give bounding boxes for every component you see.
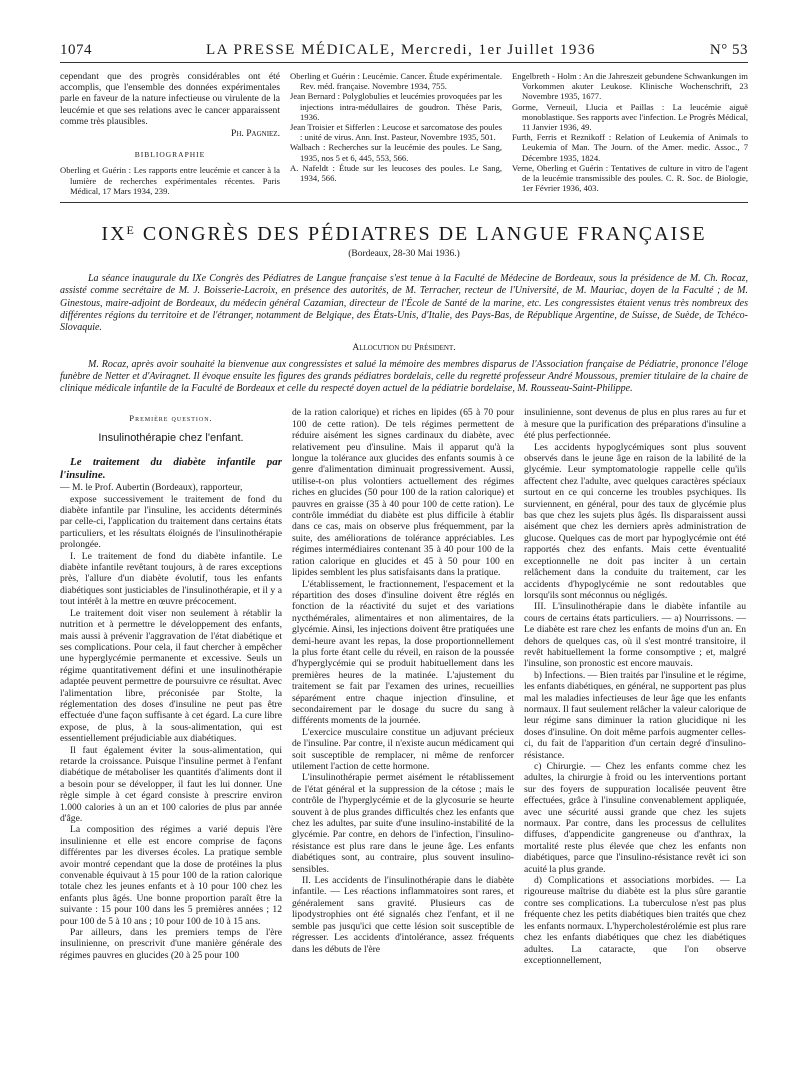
bibliography-heading: BIBLIOGRAPHIE [134,150,206,160]
reference: A. Nafeldt : Étude sur les leucoses des poules. Le Sang, 1934, 566. [290,162,502,184]
column-3 [524,407,746,966]
paragraph: Par ailleurs, dans les premiers temps de l'ère insulinienne, on prescrivit d'une manière générale des régimes pauvres en glucides (20 à 25 pour 100 [60,927,282,961]
report-title: Le traitement du diabète infantile par l'insuline. [60,456,282,482]
reference: Oberling et Guérin : Leucémie. Cancer. Étude expérimentale. Rev. méd. française. Novembre 1934, 755. [290,71,502,92]
paragraph: L'établissement, le fractionnement, l'espacement et la répartition des doses d'insuline doivent être réglés en fonction de la réactivité du sujet et des variations nycthémérales, alimentaires et non alimentaires, de la glycémie. Ainsi, les injections doivent être pratiquées une demi-heure avant les repas, la dose proportionnellement la plus forte étant celle du réveil, en raison de la poussée d'hyperglycémie qui se produit habituellement dans les premières heures de la matinée. L'ajustement du traitement se fait par l'examen des urines, recueillies séparément entre chaque injection d'insuline, et secondairement par le dosage du sucre du sang à différents moments de la journée. [292,578,514,727]
paragraph: expose successivement le traitement de fond du diabète infantile par l'insuline, les accidents déterminés par celle-ci, l'application du traitement dans certains états particuliers, et les résultats éloignés de l'insulinothérapie prolongée. [60,493,282,551]
paragraph: Le traitement doit viser non seulement à rétablir la nutrition et à permettre le développement des enfants, mais aussi à prévenir l'aggravation de l'état diabétique et ses complications. Pour cela, il faut chercher à empêcher une hyperglycémie permanente et excessive. Seuls un régime quantitativement défini et une insulinothérapie adaptée peuvent permettre de poursuivre ce résultat. Avec l'alimentation libre, préconisée par Stolte, la réglementation des doses d'insuline ne peut pas être effectuée d'une façon suffisante à cet égard. La cure libre expose, de plus, à la sous-alimentation, qui est essentiellement préjudiciable aux diabétiques. [60,607,282,745]
paragraph: La composition des régimes a varié depuis l'ère insulinienne et elle est encore comprise de façons différentes par les diverses écoles. La pratique semble avoir montré cependant que la dose de protéines la plus convenable équivaut à 15 pour 100 de la ration calorique totale chez les jeunes enfants et à 10 pour 100 chez les enfants plus âgés. Une bonne proportion paraît être la suivante : 15 pour 100 dans les 5 premières années ; 12 pour 100 de 5 à 10 ans ; 10 pour 100 de 10 à 15 ans. [60,824,282,927]
paragraph: insulinienne, sont devenus de plus en plus rares au fur et à mesure que la purification des préparations d'insuline a été plus perfectionnée. [524,407,746,442]
author-signature: Ph. Pagniez. [231,128,280,140]
allocution-heading: Allocution du Président. [352,342,456,353]
paragraph: L'exercice musculaire constitue un adjuvant précieux de l'insuline. Par contre, il n'existe aucun médicament qui soit susceptible de remplacer, ni même de renforcer utilement l'action de cette hormone. [292,726,514,772]
top-left-column [60,71,280,196]
column-1 [60,407,282,966]
page [60,42,748,966]
allocution-text: M. Rocaz, après avoir souhaité la bienvenue aux congressistes et salué la mémoire des membres disparus de l'Association française de Pédiatrie, prononce l'éloge funèbre de Netter et d'Aviragnet. Il évoque ensuite les figures des grands pédiatres bordelais, celle du regretté professeur André Moussous, premier titulaire de la chaire de clinique médicale infantile de la Faculté de Bordeaux et celle du respecté doyen actuel de la pédiatrie bordelaise, M. Rousseau-Saint-Philippe. [60,358,748,395]
congress-intro: La séance inaugurale du IXe Congrès des Pédiatres de Langue française s'est tenue à la Faculté de Médecine de Bordeaux, sous la présidence de M. Ch. Rocaz, assisté comme secrétaire de M. J. Boisserie-Lacroix, en présence des autorités, de M. Terracher, recteur de l'Université, de M. Mauriac, doyen de la Faculté ; de M. Ginestous, maire-adjoint de Bordeaux, du médecin général Cazamian, directeur de l'École de Santé de la marine, etc. Les congressistes étaient venus très nombreux des différentes régions du territoire et de l'étranger, notamment de Belgique, des États-Unis, d'Italie, des Pays-Bas, de République Argentine, de Suisse, de Suède, de Tchéco-Slovaquie. [60,273,748,334]
journal-title: LA PRESSE MÉDICALE, Mercredi, 1er Juillet 1936 [206,42,596,58]
column-2 [292,407,514,966]
reference: Jean Troisier et Sifferlen : Leucose et sarcomatose des poules : unité de virus. Ann. Inst. Pasteur, Novembre 1935, 501. [290,122,502,143]
paragraph: d) Complications et associations morbides. — La rigoureuse maîtrise du diabète est la plus sûre garantie contre ses complications. La tuberculose n'est pas plus fréquente chez les petits diabétiques bien traités que chez les enfants normaux. L'hypercholestérolémie est plus rare chez les enfants diabétiques que chez les diabétiques adultes. La cataracte, que l'on observe exceptionnellement, [524,875,746,966]
question-label: Première question. [129,413,213,424]
question-title: Insulinothérapie chez l'enfant. [98,431,244,444]
reference: Jean Bernard : Polyglobulies et leucémies provoquées par les injections intra-médullaires de goudron. Thèse Paris, 1936. [290,91,502,122]
paragraph: b) Infections. — Bien traités par l'insuline et le régime, les enfants diabétiques, en général, ne supportent pas plus mal les maladies infectieuses de leur âge que les enfants normaux. Il faut seulement relâcher la valeur calorique de leur régime sans diminuer la ration glucidique ni les doses d'insuline. On doit même parfois augmenter celles-ci, du fait de l'apparition d'un certain degré d'insulino-résistance. [524,669,746,761]
reference: Walbach : Recherches sur la leucémie des poules. Le Sang, 1935, nos 5 et 6, 445, 553, 566. [290,142,502,163]
reference: Furth, Ferris et Reznikoff : Relation of Leukemia of Animals to Leukemia of Man. The Journ. of the Amer. medic. Assoc., 7 Décembre 1935, 1824. [512,132,748,163]
reference: Oberling et Guérin : Les rapports entre leucémie et cancer à la lumière de recherches expérimentales récentes. Paris Médical, 17 Mars 1934, 239. [60,165,280,196]
paragraph: I. Le traitement de fond du diabète infantile. Le diabète infantile revêtant toujours, à de rares exceptions près, l'allure d'un diabète évolutif, tous les enfants diabétiques sont justiciables de l'insulinothérapie, et il y a tout intérêt à la mettre en œuvre précocement. [60,550,282,608]
reference: Engelbreth - Holm : An die Jahreszeit gebundene Schwankungen im Vorkommen akuter Leukose. Klinische Wochenschrift, 23 Novembre 1935, 1677. [512,71,748,102]
section-divider [60,202,748,203]
top-right-column [512,71,748,196]
top-section [60,71,748,196]
paragraph: II. Les accidents de l'insulinothérapie dans le diabète infantile. — Les réactions inflammatoires sont rares, et généralement sans gravité. Plusieurs cas de lipodystrophies ont été signalés chez l'enfant, et il ne semble pas jusqu'ici que cette lésion soit susceptible de régresser. Les accidents d'intolérance, assez fréquents dans les débuts de l'ère [292,875,514,955]
paragraph: c) Chirurgie. — Chez les enfants comme chez les adultes, la chirurgie à froid ou les interventions portant sur des foyers de suppuration localisée peuvent être effectuées, grâce à l'insuline convenablement appliquée, avec une sécurité aussi grande que chez les sujets normaux. Par contre, dans les processus de cellulites diffuses, d'appendicite gangreneuse ou d'anthrax, la mortalité reste plus élevée que chez les enfants non diabétiques, parce que l'insulino-résistance revêt ici son acuité la plus grande. [524,761,746,875]
congress-title [60,223,748,246]
article-columns [60,407,748,966]
article-ending: cependant que des progrès considérables ont été accomplis, que l'ensemble des données expérimentales parle en faveur de la nature infectieuse ou virulente de la leucémie et que ses relations avec le cancer apparaissent comme très plausibles. [60,71,280,127]
title-text: CONGRÈS DES PÉDIATRES DE LANGUE FRANÇAISE [135,223,707,246]
reference: Gorme, Verneuil, Llucia et Paillas : La leucémie aiguë monoblastique. Ses rapports avec l'infection. Le Progrès Médical, 11 Janvier 1936, 49. [512,101,748,133]
title-roman: IX [101,223,127,246]
paragraph: de la ration calorique) et riches en lipides (65 à 70 pour 100 de cette ration). De tels régimes permettent de réduire aisément les signes cardinaux du diabète, avec relativement peu d'insuline. Mais il apparut qu'à la longue la tolérance aux glucides des enfants soumis à ce genre d'alimentation diminuait progressivement. Aussi, utilise-t-on plus volontiers actuellement des régimes riches en glucides (50 pour 100 de la ration calorique) et pauvres en graisse (35 à 40 pour 100 de cette ration). Le contrôle immédiat du diabète est plus difficile à établir dans ce cas, mais on observe plus fréquemment, par la suite, des améliorations de tolérance appréciables. Les régimes intermédiaires contenant 35 à 40 pour 100 de la ration calorique en glucides et 45 à 50 pour 100 en lipides semblent les plus satisfaisants dans la pratique. [292,407,514,579]
report-author: — M. le Prof. Aubertin (Bordeaux), rapporteur, [60,482,243,494]
paragraph: L'insulinothérapie permet aisément le rétablissement de l'état général et la suppression de la cétose ; mais le contrôle de l'hyperglycémie et de la glycosurie se heurte souvent à de plus grandes difficultés chez les enfants que chez les adultes, par suite d'une insulino-instabilité de la glycémie. Par contre, en dehors de l'infection, l'insulino-résistance est plus rare dans le jeune âge. Les enfants diabétiques sont, au contraire, plus souvent insulino-sensibles. [292,772,514,875]
top-middle-column [290,71,502,196]
congress-subtitle: (Bordeaux, 28-30 Mai 1936.) [348,249,460,260]
paragraph: III. L'insulinothérapie dans le diabète infantile au cours de certains états particuliers. — a) Nourrissons. — Le diabète est rare chez les enfants de moins d'un an. En dehors de quelques cas, où il s'est montré transitoire, il revêt habituellement la forme consomptive ; et, malgré l'insuline, son pronostic est encore mauvais. [524,601,746,670]
paragraph: Il faut également éviter la sous-alimentation, qui retarde la croissance. Puisque l'insuline permet à l'enfant diabétique de métaboliser les quantités d'aliments dont il a besoin pour se développer, il faut les lui donner. Une règle simple à cet égard consiste à prescrire environ 1.000 calories à un an et 100 calories de plus par année d'âge. [60,744,282,824]
page-number: 1074 [60,42,92,58]
title-superscript: E [126,223,136,238]
paragraph: Les accidents hypoglycémiques sont plus souvent observés dans le jeune âge en raison de la labilité de la glycémie. Leur symptomatologie rappelle celle qu'ils affectent chez l'adulte, avec quelques caractères spéciaux surtout en ce qui concerne les troubles psychiques. Ils surviennent, en général, pour des taux de glycémie plus bas que chez les sujets plus âgés. Ils disparaissent aussi aisément que chez les derniers après administration de glucose. Quelques cas de mort par hypoglycémie ont été rapportés chez des enfants. Mais cette éventualité exceptionnelle ne doit pas inciter à un certain relâchement dans la conduite du traitement, car les accidents d'hypoglycémie ne sont redoutables que lorsqu'ils sont méconnus ou négligés. [524,441,746,601]
issue-number: N° 53 [709,42,748,58]
reference: Verne, Oberling et Guérin : Tentatives de culture in vitro de l'agent de la leucémie transmissible des poules. C. R. Soc. de Biologie, 1er Février 1936, 403. [512,162,748,194]
page-header [60,42,748,63]
